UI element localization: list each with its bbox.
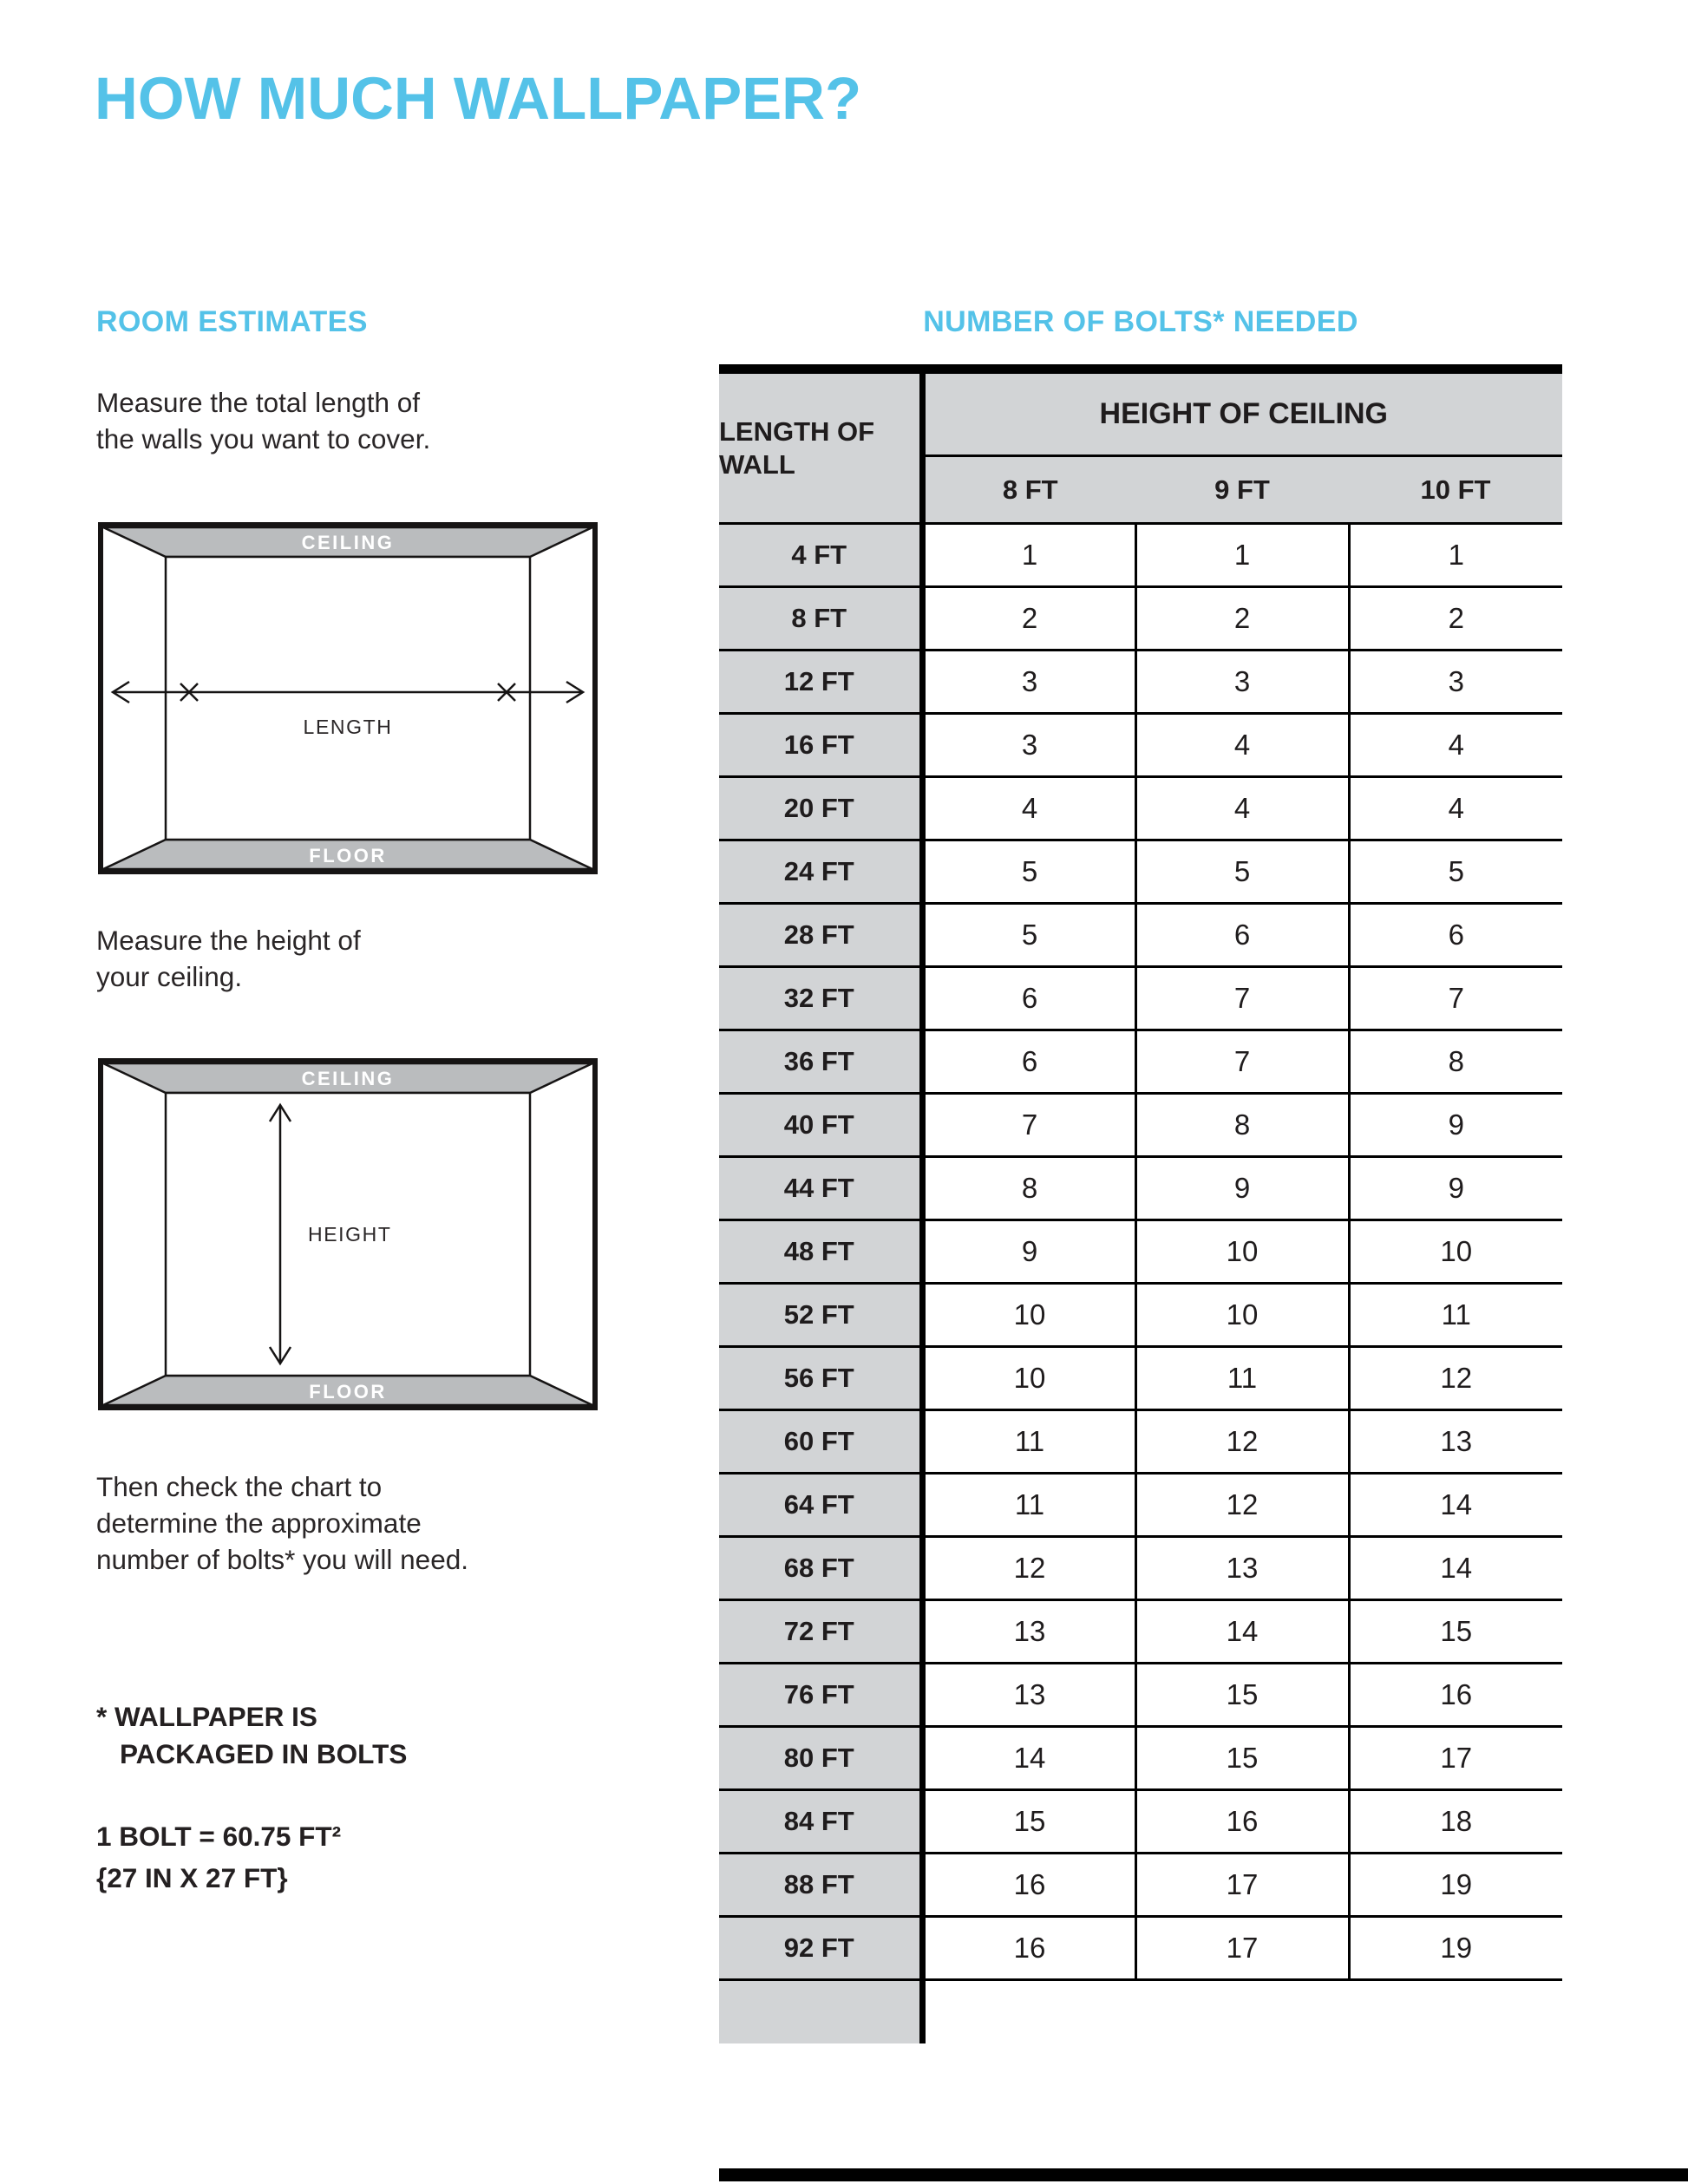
row-length-cell: 64 FT (719, 1474, 922, 1537)
table-row (719, 840, 1562, 904)
table-row (719, 1727, 1562, 1790)
bolts-10ft-cell: 14 (1349, 1474, 1562, 1537)
row-length-cell: 8 FT (719, 587, 922, 651)
bolts-table-body (719, 524, 1562, 1980)
table-row (719, 777, 1562, 840)
measure-length-text (96, 385, 430, 458)
bolts-8ft-cell: 9 (922, 1220, 1135, 1284)
ceiling-8ft-header: 8 FT (922, 456, 1135, 524)
bolts-8ft-cell: 13 (922, 1600, 1135, 1664)
bolts-10ft-cell: 16 (1349, 1664, 1562, 1727)
bolts-8ft-cell: 3 (922, 651, 1135, 714)
bolts-table-header (719, 369, 1562, 524)
page-title: HOW MUCH WALLPAPER? (95, 65, 862, 132)
bolts-10ft-cell: 14 (1349, 1537, 1562, 1600)
table-row (719, 967, 1562, 1030)
bolts-10ft-cell: 9 (1349, 1094, 1562, 1157)
bolts-table-stub (719, 1980, 1562, 2043)
table-row (719, 1790, 1562, 1854)
bolts-8ft-cell: 6 (922, 1030, 1135, 1094)
measure-height-text (96, 923, 361, 996)
bolts-10ft-cell: 4 (1349, 777, 1562, 840)
bolts-8ft-cell: 8 (922, 1157, 1135, 1220)
bolts-9ft-cell: 12 (1135, 1474, 1349, 1537)
row-length-cell: 72 FT (719, 1600, 922, 1664)
table-row (719, 1474, 1562, 1537)
room-estimates-heading: ROOM ESTIMATES (96, 305, 368, 338)
row-length-cell: 88 FT (719, 1854, 922, 1917)
height-of-ceiling-header: HEIGHT OF CEILING (922, 369, 1562, 456)
table-row (719, 1537, 1562, 1600)
bolts-9ft-cell: 1 (1135, 524, 1349, 587)
bolts-8ft-cell: 10 (922, 1347, 1135, 1410)
table-row (719, 1220, 1562, 1284)
footnote-line: * WALLPAPER IS (96, 1701, 317, 1732)
bolts-8ft-cell: 1 (922, 524, 1135, 587)
row-length-cell: 40 FT (719, 1094, 922, 1157)
bolts-10ft-cell: 17 (1349, 1727, 1562, 1790)
table-row (719, 1347, 1562, 1410)
table-row (719, 651, 1562, 714)
text-line: Then check the chart to (96, 1471, 383, 1502)
bolts-8ft-cell: 6 (922, 967, 1135, 1030)
bolts-8ft-cell: 13 (922, 1664, 1135, 1727)
row-length-cell: 4 FT (719, 524, 922, 587)
stub-cell (922, 1980, 1135, 2043)
bolts-10ft-cell: 3 (1349, 651, 1562, 714)
bolts-9ft-cell: 10 (1135, 1284, 1349, 1347)
back-wall (166, 557, 530, 840)
bolts-9ft-cell: 14 (1135, 1600, 1349, 1664)
height-label: HEIGHT (308, 1223, 392, 1246)
bolts-9ft-cell: 4 (1135, 714, 1349, 777)
bolts-10ft-cell: 15 (1349, 1600, 1562, 1664)
bolts-needed-heading: NUMBER OF BOLTS* NEEDED (923, 305, 1358, 338)
table-row (719, 904, 1562, 967)
stub-cell (1349, 1980, 1562, 2043)
row-length-cell: 80 FT (719, 1727, 922, 1790)
length-of-wall-header: LENGTH OF WALL (719, 369, 922, 524)
bolts-9ft-cell: 9 (1135, 1157, 1349, 1220)
bolt-size-info (96, 1816, 341, 1900)
bolts-10ft-cell: 19 (1349, 1917, 1562, 1980)
bolts-8ft-cell: 11 (922, 1410, 1135, 1474)
bolts-8ft-cell: 15 (922, 1790, 1135, 1854)
bolts-9ft-cell: 5 (1135, 840, 1349, 904)
bottom-rule (719, 2168, 1688, 2181)
bolts-10ft-cell: 1 (1349, 524, 1562, 587)
bolts-10ft-cell: 9 (1349, 1157, 1562, 1220)
row-length-cell: 60 FT (719, 1410, 922, 1474)
bolts-9ft-cell: 6 (1135, 904, 1349, 967)
row-length-cell: 24 FT (719, 840, 922, 904)
row-length-cell: 76 FT (719, 1664, 922, 1727)
bolts-8ft-cell: 2 (922, 587, 1135, 651)
table-row (719, 1917, 1562, 1980)
text-line: Measure the total length of (96, 387, 420, 418)
bolts-8ft-cell: 4 (922, 777, 1135, 840)
bolts-9ft-cell: 10 (1135, 1220, 1349, 1284)
row-length-cell: 28 FT (719, 904, 922, 967)
text-line: your ceiling. (96, 960, 243, 992)
text-line: number of bolts* you will need. (96, 1543, 468, 1575)
bolts-9ft-cell: 11 (1135, 1347, 1349, 1410)
bolts-10ft-cell: 2 (1349, 587, 1562, 651)
ceiling-label: CEILING (301, 532, 395, 553)
bolts-8ft-cell: 5 (922, 904, 1135, 967)
bolts-8ft-cell: 5 (922, 840, 1135, 904)
footnote-line: PACKAGED IN BOLTS (120, 1738, 408, 1770)
row-length-cell: 92 FT (719, 1917, 922, 1980)
table-row (719, 1664, 1562, 1727)
table-stub-row (719, 1980, 1562, 2043)
table-row (719, 714, 1562, 777)
floor-label: FLOOR (309, 845, 387, 866)
table-row (719, 1410, 1562, 1474)
bolts-footnote (96, 1698, 407, 1774)
length-label: LENGTH (303, 716, 393, 738)
floor-label: FLOOR (309, 1381, 387, 1403)
table-row (719, 1854, 1562, 1917)
bolts-10ft-cell: 6 (1349, 904, 1562, 967)
bolts-9ft-cell: 7 (1135, 967, 1349, 1030)
bolts-10ft-cell: 19 (1349, 1854, 1562, 1917)
stub-cell (1135, 1980, 1349, 2043)
room-height-diagram (98, 1058, 598, 1410)
bolt-size-line: 1 BOLT = 60.75 FT² (96, 1821, 342, 1852)
table-row (719, 1157, 1562, 1220)
row-length-cell: 84 FT (719, 1790, 922, 1854)
bolts-10ft-cell: 8 (1349, 1030, 1562, 1094)
bolts-8ft-cell: 7 (922, 1094, 1135, 1157)
row-length-cell: 48 FT (719, 1220, 922, 1284)
ceiling-9ft-header: 9 FT (1135, 456, 1349, 524)
bolts-10ft-cell: 4 (1349, 714, 1562, 777)
row-length-cell: 32 FT (719, 967, 922, 1030)
ceiling-label: CEILING (301, 1068, 395, 1089)
row-length-cell: 44 FT (719, 1157, 922, 1220)
bolts-8ft-cell: 10 (922, 1284, 1135, 1347)
row-length-cell: 56 FT (719, 1347, 922, 1410)
row-length-cell: 36 FT (719, 1030, 922, 1094)
room-length-diagram (98, 522, 598, 874)
bolts-9ft-cell: 17 (1135, 1854, 1349, 1917)
row-length-cell: 68 FT (719, 1537, 922, 1600)
row-length-cell: 20 FT (719, 777, 922, 840)
table-row (719, 1030, 1562, 1094)
table-row (719, 1284, 1562, 1347)
bolts-8ft-cell: 12 (922, 1537, 1135, 1600)
room-height-illustration (98, 1058, 598, 1410)
bolts-9ft-cell: 16 (1135, 1790, 1349, 1854)
bolts-10ft-cell: 11 (1349, 1284, 1562, 1347)
bolts-8ft-cell: 11 (922, 1474, 1135, 1537)
bolts-9ft-cell: 4 (1135, 777, 1349, 840)
table-row (719, 1094, 1562, 1157)
ceiling-10ft-header: 10 FT (1349, 456, 1562, 524)
row-length-cell: 12 FT (719, 651, 922, 714)
bolts-8ft-cell: 16 (922, 1917, 1135, 1980)
bolts-9ft-cell: 17 (1135, 1917, 1349, 1980)
bolts-table (719, 364, 1562, 2043)
table-row (719, 524, 1562, 587)
table-row (719, 587, 1562, 651)
bolts-10ft-cell: 18 (1349, 1790, 1562, 1854)
bolts-9ft-cell: 3 (1135, 651, 1349, 714)
bolts-9ft-cell: 8 (1135, 1094, 1349, 1157)
row-length-cell: 52 FT (719, 1284, 922, 1347)
bolts-9ft-cell: 12 (1135, 1410, 1349, 1474)
room-length-illustration (98, 522, 598, 874)
bolts-10ft-cell: 10 (1349, 1220, 1562, 1284)
bolts-9ft-cell: 13 (1135, 1537, 1349, 1600)
bolts-8ft-cell: 3 (922, 714, 1135, 777)
bolts-10ft-cell: 7 (1349, 967, 1562, 1030)
bolts-9ft-cell: 15 (1135, 1727, 1349, 1790)
bolts-9ft-cell: 2 (1135, 587, 1349, 651)
bolt-size-line: {27 IN X 27 FT} (96, 1861, 288, 1893)
bolts-9ft-cell: 15 (1135, 1664, 1349, 1727)
bolts-8ft-cell: 16 (922, 1854, 1135, 1917)
bolts-10ft-cell: 12 (1349, 1347, 1562, 1410)
bolts-10ft-cell: 5 (1349, 840, 1562, 904)
text-line: Measure the height of (96, 925, 361, 956)
table-row (719, 1600, 1562, 1664)
text-line: determine the approximate (96, 1507, 422, 1539)
bolts-8ft-cell: 14 (922, 1727, 1135, 1790)
text-line: the walls you want to cover. (96, 422, 431, 454)
check-chart-text (96, 1469, 468, 1579)
bolts-9ft-cell: 7 (1135, 1030, 1349, 1094)
bolts-10ft-cell: 13 (1349, 1410, 1562, 1474)
stub-length-cell (719, 1980, 922, 2043)
row-length-cell: 16 FT (719, 714, 922, 777)
